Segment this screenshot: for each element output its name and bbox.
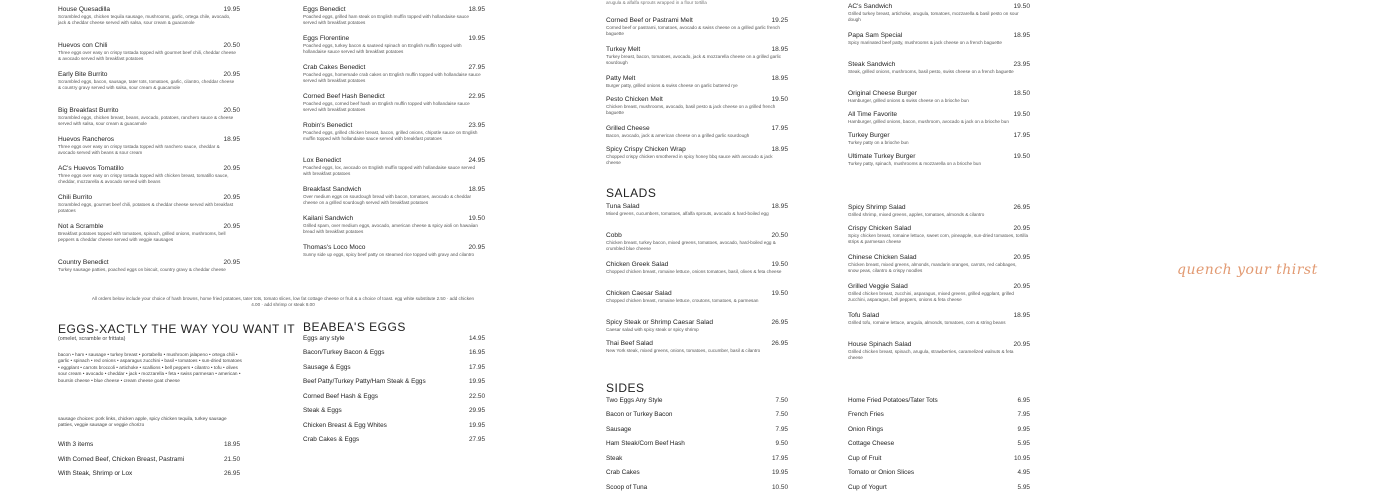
menu-item-name: AC's Sandwich xyxy=(848,3,893,10)
menu-item-corned-beef-hash-eggs xyxy=(303,393,485,401)
menu-item-home-fried-potatoes-tater-tots xyxy=(848,397,1030,405)
menu-item-name: Corned Beef or Pastrami Melt xyxy=(606,17,693,24)
menu-item-chili-burrito xyxy=(58,194,240,214)
menu-item-name: With Corned Beef, Chicken Breast, Pastrami xyxy=(58,456,185,463)
menu-item-name: French Fries xyxy=(848,411,884,418)
menu-item-price: 5.95 xyxy=(1017,484,1030,491)
menu-item-name: Chicken Greek Salad xyxy=(606,261,669,268)
menu-item-price: 20.95 xyxy=(1013,225,1030,232)
menu-item-eggs-benedict xyxy=(303,6,485,26)
menu-item-name: Sausage xyxy=(606,426,632,433)
menu-item-price: 20.95 xyxy=(223,223,240,230)
menu-item-bacon-or-turkey-bacon xyxy=(606,411,788,419)
menu-item-tofu-salad xyxy=(848,312,1030,326)
menu-item-huevos-rancheros xyxy=(58,136,240,156)
menu-item-eggs-florentine xyxy=(303,35,485,55)
menu-item-price: 20.50 xyxy=(223,42,240,49)
menu-item-french-fries xyxy=(848,411,1030,419)
menu-item-house-spinach-salad xyxy=(848,341,1030,361)
menu-item-patty-melt xyxy=(606,75,788,89)
menu-item-name: Corned Beef Hash & Eggs xyxy=(303,393,378,400)
menu-item-name: All Time Favorite xyxy=(848,111,898,118)
menu-item-price: 18.95 xyxy=(771,203,788,210)
menu-item-description: Turkey breast, bacon, tomatoes, avocado, jack & mozzarella cheese on a grilled garlic sourdough xyxy=(606,53,781,65)
menu-item-price: 20.50 xyxy=(223,107,240,114)
menu-item-price: 18.95 xyxy=(1013,312,1030,319)
menu-item-name: With 3 items xyxy=(58,441,94,448)
menu-item-name: Chicken Caesar Salad xyxy=(606,290,672,297)
menu-item-description: Poached eggs, turkey bacon & sauteed spinach on English muffin topped with hollandaise sauce served with breakfast potatoes xyxy=(303,42,462,54)
menu-item-price: 19.25 xyxy=(771,17,788,24)
menu-item-crispy-chicken-salad xyxy=(848,225,1030,245)
menu-item-steak-eggs xyxy=(303,407,485,415)
menu-item-breakfast-sandwich xyxy=(303,186,485,206)
menu-item-early-bite-burrito xyxy=(58,71,240,91)
menu-item-price: 7.50 xyxy=(775,397,788,404)
menu-item-price: 20.95 xyxy=(223,165,240,172)
menu-item-name: Grilled Veggie Salad xyxy=(848,283,908,290)
menu-item-description: Grilled spam, over medium eggs, avocado, american cheese & spicy aioli on hawaiian bread with breakfast potatoes xyxy=(303,222,478,234)
menu-item-name: Robin's Benedict xyxy=(303,122,353,129)
menu-item-price: 20.95 xyxy=(223,71,240,78)
menu-item-description: Scrambled eggs, chicken breast, beans, avocado, potatoes, ranchero sauce & cheese served with salsa, sour cream & guacamole xyxy=(58,114,234,126)
menu-item-name: Sausage & Eggs xyxy=(303,364,351,371)
menu-item-description: Chicken breast, turkey bacon, mixed greens, tomatoes, avocado, hard-boiled egg & crumbled blue cheese xyxy=(606,239,776,251)
menu-item-steak xyxy=(606,455,788,463)
menu-item-name: Crab Cakes & Eggs xyxy=(303,436,360,443)
menu-item-name: Bacon or Turkey Bacon xyxy=(606,411,673,418)
menu-item-sausage xyxy=(606,426,788,434)
menu-item-name: Steak Sandwich xyxy=(848,61,896,68)
menu-item-price: 19.95 xyxy=(469,422,485,429)
menu-item-description: Spicy marinated beef patty, mushrooms & jack cheese on a french baguette xyxy=(848,39,1002,45)
menu-item-chicken-greek-salad xyxy=(606,261,788,275)
sausage-choices: sausage choices: pork links, chicken apple, spicy chicken tequila, turkey sausage patties, veggie sausage or veggie chorizo xyxy=(58,416,227,428)
menu-item-price: 10.95 xyxy=(1014,455,1030,462)
menu-item-price: 17.95 xyxy=(772,455,788,462)
menu-item-price: 19.50 xyxy=(771,290,788,297)
menu-item-cup-of-yogurt xyxy=(848,484,1030,492)
menu-item-name: Papa Sam Special xyxy=(848,32,903,39)
menu-item-cup-of-fruit xyxy=(848,455,1030,463)
menu-item-description: Chicken breast, mixed greens, almonds, mandarin oranges, carrots, red cabbages, snow peas, cilantro & crispy noodles xyxy=(848,261,1017,273)
menu-item-price: 26.95 xyxy=(771,340,788,347)
menu-item-name: Kailani Sandwich xyxy=(303,215,354,222)
menu-item-lox-benedict xyxy=(303,157,485,177)
menu-item-ac-s-huevos-tomatillo xyxy=(58,165,240,185)
menu-item-price: 27.95 xyxy=(468,64,485,71)
menu-item-name: Steak xyxy=(606,455,623,462)
menu-item-price: 20.95 xyxy=(223,194,240,201)
menu-item-price: 18.95 xyxy=(771,75,788,82)
menu-item-price: 26.95 xyxy=(224,470,240,477)
menu-item-steak-sandwich xyxy=(848,61,1030,75)
menu-item-description: Poached eggs, grilled chicken breast, bacon, grilled onions, chipotle sauce on English muffin topped with hollandaise sauce served with breakfast potatoes xyxy=(303,129,478,141)
menu-item-description: Turkey patty on a brioche bun xyxy=(848,139,909,145)
eggs-xactly-items: bacon • ham • sausage • turkey breast • portabello • mushroom jalapeno • ortega chili • garlic • spinach • red onions • asparagus zucchini • basil • tomatoes • sun-dried tomatoes • eggplant • carrots broccoli • artichoke • scallions • bell peppers • cilantro • tofu • olives sour cream • avocado • cheddar • jack • mozzarella • feta • swiss parmesan • american • boursin cheese • blue cheese • cream cheese goat cheese xyxy=(58,352,242,383)
menu-item-description: Grilled turkey breast, artichoke, arugula, tomatoes, mozzarella & basil pesto on sour dough xyxy=(848,10,1019,22)
menu-item-price: 23.95 xyxy=(1013,61,1030,68)
menu-item-turkey-melt xyxy=(606,46,788,66)
menu-item-description: Grilled chicken breast, spinach, arugula, strawberries, caramelized walnuts & feta cheese xyxy=(848,348,1014,360)
menu-item-description: New York steak, mixed greens, onions, tomatoes, cucumber, basil & cilantro xyxy=(606,347,761,353)
menu-item-name: Country Benedict xyxy=(58,259,109,266)
sides-heading: SIDES xyxy=(606,381,645,395)
menu-item-price: 7.95 xyxy=(775,426,788,433)
menu-item-papa-sam-special xyxy=(848,32,1030,46)
menu-item-not-a-scramble xyxy=(58,223,240,243)
menu-item-ultimate-turkey-burger xyxy=(848,153,1030,167)
menu-item-description: Poached eggs, grilled ham steak on English muffin topped with hollandaise sauce served with breakfast potatoes xyxy=(303,13,469,25)
menu-item-name: Crab Cakes Benedict xyxy=(303,64,366,71)
menu-item-pesto-chicken-melt xyxy=(606,96,788,116)
menu-item-price: 27.95 xyxy=(469,436,485,443)
menu-item-thai-beef-salad xyxy=(606,340,788,354)
menu-item-description: Corned beef or pastrami, tomatoes, avocado & swiss cheese on a grilled garlic french baguette xyxy=(606,24,780,36)
menu-item-name: Breakfast Sandwich xyxy=(303,186,362,193)
menu-item-name: Crab Cakes xyxy=(606,469,640,476)
menu-item-chicken-caesar-salad xyxy=(606,290,788,304)
menu-item-name: Scoop of Tuna xyxy=(606,484,648,491)
menu-item-name: Onion Rings xyxy=(848,426,884,433)
menu-item-name: Pesto Chicken Melt xyxy=(606,96,663,103)
menu-item-price: 20.50 xyxy=(771,232,788,239)
menu-item-name: Thomas's Loco Moco xyxy=(303,244,366,251)
menu-item-name: Chili Burrito xyxy=(58,194,93,201)
menu-item-description: Turkey patty, spinach, mushrooms & mozzarella on a brioche bun xyxy=(848,160,982,166)
order-note: All orders below include your choice of hash browns, home fried potatoes, tater tots, tomato slices, low fat cottage cheese or fruit & a choice of toast. egg white substitute 2.50 · add chicken 4.00 · add shrimp or steak 8.00 xyxy=(91,296,475,307)
menu-item-name: Eggs Florentine xyxy=(303,35,350,42)
menu-item-description: Caesar salad with spicy steak or spicy shrimp xyxy=(606,326,699,332)
menu-item-price: 19.50 xyxy=(771,261,788,268)
menu-item-description: Over medium eggs on sourdough bread with bacon, tomatoes, avocado & cheddar cheese on a grilled sourdough served with breakfast potatoes xyxy=(303,193,472,205)
menu-item-description: Chopped chicken breast, romaine lettuce, croutons, tomatoes, & parmesan xyxy=(606,297,759,303)
menu-item-name: Tofu Salad xyxy=(848,312,880,319)
menu-item-name: Cup of Fruit xyxy=(848,455,882,462)
menu-item-description: Three eggs over easy on crispy tostada topped with chicken breast, tomatillo sauce, cheddar, mozzarella & avocado served with beans xyxy=(58,172,229,184)
beabeas-eggs-heading: BEABEA'S EGGS xyxy=(303,320,406,334)
menu-item-name: Cobb xyxy=(606,232,622,239)
menu-item-price: 22.95 xyxy=(468,93,485,100)
menu-item-house-quesadilla xyxy=(58,6,240,26)
eggs-xactly-title: EGGS-XACTLY THE WAY YOU WANT IT xyxy=(58,322,296,336)
menu-item-name: Bacon/Turkey Bacon & Eggs xyxy=(303,349,385,356)
menu-item-ham-steak-corn-beef-hash xyxy=(606,440,788,448)
menu-item-name: Chinese Chicken Salad xyxy=(848,254,917,261)
menu-item-name: Turkey Burger xyxy=(848,132,890,139)
menu-item-name: Two Eggs Any Style xyxy=(606,397,663,404)
menu-item-price: 23.95 xyxy=(468,122,485,129)
menu-item-description: Grilled tofu, romaine lettuce, arugula, almonds, tomatoes, corn & string beans xyxy=(848,319,1006,325)
menu-item-name: Steak & Eggs xyxy=(303,407,342,414)
menu-item-description: Breakfast potatoes topped with tomatoes, spinach, grilled onions, mushrooms, bell peppers & cheddar cheese served with veggie sausages xyxy=(58,230,226,242)
menu-item-price: 7.95 xyxy=(1017,411,1030,418)
menu-item-beef-patty-turkey-patty-ham-steak-eggs xyxy=(303,378,485,386)
menu-item-eggs-any-style xyxy=(303,335,485,343)
menu-item-price: 16.95 xyxy=(469,349,485,356)
menu-item-name: Beef Patty/Turkey Patty/Ham Steak & Eggs xyxy=(303,378,426,385)
menu-item-name: Lox Benedict xyxy=(303,157,342,164)
menu-item-tomato-or-onion-slices xyxy=(848,469,1030,477)
menu-item-name: Spicy Shrimp Salad xyxy=(848,204,906,211)
eggs-xactly-subtitle: (omelet, scramble or frittata) xyxy=(58,336,126,342)
menu-item-cobb xyxy=(606,232,788,252)
menu-item-price: 19.50 xyxy=(771,96,788,103)
menu-item-description: Poached eggs, homemade crab cakes on English muffin topped with hollandaise sauce served with breakfast potatoes xyxy=(303,71,481,83)
menu-item-name: Early Bite Burrito xyxy=(58,71,108,78)
menu-item-crab-cakes-eggs xyxy=(303,436,485,444)
menu-item-name: Tomato or Onion Slices xyxy=(848,469,915,476)
menu-item-with-3-items xyxy=(58,441,240,449)
menu-item-name: Huevos con Chili xyxy=(58,42,108,49)
menu-item-description: Steak, grilled onions, mushrooms, basil pesto, swiss cheese on a french baguette xyxy=(848,68,1014,74)
menu-item-price: 29.95 xyxy=(469,407,485,414)
menu-item-price: 10.50 xyxy=(772,484,788,491)
menu-item-price: 9.95 xyxy=(1017,426,1030,433)
menu-item-price: 4.95 xyxy=(1017,469,1030,476)
truncated-description: arugula & alfalfa sprouts wrapped in a flour tortilla xyxy=(606,0,707,5)
menu-item-scoop-of-tuna xyxy=(606,484,788,492)
menu-item-name: House Quesadilla xyxy=(58,6,111,13)
menu-item-turkey-burger xyxy=(848,132,1030,146)
menu-item-price: 14.95 xyxy=(469,335,485,342)
menu-item-corned-beef-or-pastrami-melt xyxy=(606,17,788,37)
menu-item-country-benedict xyxy=(58,259,240,273)
menu-item-ac-s-sandwich xyxy=(848,3,1030,23)
menu-item-price: 18.95 xyxy=(224,441,240,448)
menu-item-name: Corned Beef Hash Benedict xyxy=(303,93,385,100)
menu-item-price: 20.95 xyxy=(1013,341,1030,348)
menu-item-big-breakfast-burrito xyxy=(58,107,240,127)
menu-item-robin-s-benedict xyxy=(303,122,485,142)
menu-item-price: 18.95 xyxy=(223,136,240,143)
menu-item-price: 19.50 xyxy=(1013,153,1030,160)
menu-item-price: 20.95 xyxy=(223,259,240,266)
menu-item-description: Chicken breast, mushrooms, avocado, basil pesto & jack cheese on a grilled french baguette xyxy=(606,103,776,115)
menu-item-thomas-s-loco-moco xyxy=(303,244,485,258)
menu-item-price: 17.95 xyxy=(771,125,788,132)
menu-item-price: 20.95 xyxy=(468,244,485,251)
menu-item-name: Huevos Rancheros xyxy=(58,136,115,143)
menu-item-name: Ham Steak/Corn Beef Hash xyxy=(606,440,685,447)
menu-item-description: Chopped chicken breast, romaine lettuce, onions tomatoes, basil, olives & feta cheese xyxy=(606,268,782,274)
menu-item-description: Grilled shrimp, mixed greens, apples, tomatoes, almonds & cilantro xyxy=(848,211,985,217)
menu-item-description: Mixed greens, cucumbers, tomatoes, alfalfa sprouts, avocado & hard-boiled egg xyxy=(606,210,769,216)
menu-item-price: 9.50 xyxy=(775,440,788,447)
menu-item-description: Sunny side up eggs, spicy beef patty on steamed rice topped with gravy and cilantro xyxy=(303,251,475,257)
menu-item-price: 20.95 xyxy=(1013,254,1030,261)
menu-item-price: 19.95 xyxy=(469,378,485,385)
menu-item-description: Scrambled eggs, chicken tequila sausage, mushrooms, garlic, ortega chile, avocado, jack & cheddar cheese served with salsa, sour cream & guacamole xyxy=(58,13,231,25)
menu-item-with-steak-shrimp-or-lox xyxy=(58,470,240,478)
menu-item-huevos-con-chili xyxy=(58,42,240,62)
menu-item-price: 18.95 xyxy=(1013,32,1030,39)
menu-item-name: Tuna Salad xyxy=(606,203,640,210)
menu-item-price: 6.95 xyxy=(1017,397,1030,404)
menu-item-name: Turkey Melt xyxy=(606,46,641,53)
quench-your-thirst-tagline: quench your thirst xyxy=(1177,262,1318,278)
menu-item-name: Ultimate Turkey Burger xyxy=(848,153,916,160)
menu-item-all-time-favorite xyxy=(848,111,1030,125)
menu-item-chicken-breast-egg-whites xyxy=(303,422,485,430)
menu-item-chinese-chicken-salad xyxy=(848,254,1030,274)
menu-item-name: Grilled Cheese xyxy=(606,125,650,132)
menu-item-name: Spicy Steak or Shrimp Caesar Salad xyxy=(606,319,714,326)
menu-item-grilled-veggie-salad xyxy=(848,283,1030,303)
menu-item-with-corned-beef-chicken-breast-pastrami xyxy=(58,456,240,464)
menu-item-name: Eggs any style xyxy=(303,335,345,342)
menu-item-price: 18.95 xyxy=(468,186,485,193)
menu-item-crab-cakes xyxy=(606,469,788,477)
menu-item-description: Spicy chicken breast, romaine lettuce, sweet corn, pineapple, sun-dried tomatoes, tortilla strips & parmesan cheese xyxy=(848,232,1029,244)
menu-item-bacon-turkey-bacon-eggs xyxy=(303,349,485,357)
menu-item-name: Chicken Breast & Egg Whites xyxy=(303,422,387,429)
salads-heading: SALADS xyxy=(606,186,657,200)
menu-item-name: Crispy Chicken Salad xyxy=(848,225,912,232)
menu-item-description: Bacon, avocado, jack & american cheese on a grilled garlic sourdough xyxy=(606,132,750,138)
menu-item-cottage-cheese xyxy=(848,440,1030,448)
menu-item-spicy-crispy-chicken-wrap xyxy=(606,146,788,166)
menu-item-price: 18.95 xyxy=(771,146,788,153)
menu-item-price: 19.50 xyxy=(468,215,485,222)
menu-item-description: Scrambled eggs, gourmet beef chili, potatoes & cheddar cheese served with breakfast potatoes xyxy=(58,201,234,213)
menu-item-price: 22.50 xyxy=(469,393,485,400)
menu-item-description: Grilled chicken breast, zucchini, asparagus, mixed greens, grilled eggplant, grilled zucchini, asparagus, bell peppers, onions & feta cheese xyxy=(848,290,1014,302)
menu-item-spicy-steak-or-shrimp-caesar-salad xyxy=(606,319,788,333)
menu-item-crab-cakes-benedict xyxy=(303,64,485,84)
menu-item-price: 17.95 xyxy=(1013,132,1030,139)
menu-item-two-eggs-any-style xyxy=(606,397,788,405)
menu-item-name: Original Cheese Burger xyxy=(848,90,917,97)
menu-item-description: Three eggs over easy on crispy tostada topped with ranchero sauce, cheddar & avocado served with beans & sour cream xyxy=(58,143,220,155)
menu-item-grilled-cheese xyxy=(606,125,788,139)
menu-item-price: 19.50 xyxy=(1013,111,1030,118)
menu-item-name: Patty Melt xyxy=(606,75,636,82)
menu-item-price: 26.95 xyxy=(771,319,788,326)
menu-item-price: 21.50 xyxy=(224,456,240,463)
menu-item-name: With Steak, Shrimp or Lox xyxy=(58,470,133,477)
menu-item-price: 5.95 xyxy=(1017,440,1030,447)
menu-item-price: 7.50 xyxy=(775,411,788,418)
menu-item-description: Poached eggs, corned beef hash on English muffin topped with hollandaise sauce served with breakfast potatoes xyxy=(303,100,470,112)
menu-item-price: 20.95 xyxy=(1013,283,1030,290)
menu-item-price: 19.95 xyxy=(223,6,240,13)
menu-item-price: 19.50 xyxy=(1013,3,1030,10)
menu-item-name: House Spinach Salad xyxy=(848,341,912,348)
menu-item-description: Chopped crispy chicken smothered in spicy honey bbq sauce with avocado & jack cheese xyxy=(606,153,773,165)
menu-item-name: Eggs Benedict xyxy=(303,6,346,13)
menu-item-kailani-sandwich xyxy=(303,215,485,235)
menu-item-price: 18.50 xyxy=(1013,90,1030,97)
menu-item-price: 19.95 xyxy=(772,469,788,476)
menu-item-description: Poached eggs, lox, avocado on English muffin topped with hollandaise sauce served with breakfast potatoes xyxy=(303,164,476,176)
menu-item-name: AC's Huevos Tomatillo xyxy=(58,165,124,172)
menu-item-original-cheese-burger xyxy=(848,90,1030,104)
menu-item-price: 19.95 xyxy=(468,35,485,42)
menu-item-corned-beef-hash-benedict xyxy=(303,93,485,113)
menu-item-name: Cottage Cheese xyxy=(848,440,895,447)
menu-item-spicy-shrimp-salad xyxy=(848,204,1030,218)
menu-item-price: 26.95 xyxy=(1013,204,1030,211)
menu-item-description: Turkey sausage patties, poached eggs on biscuit, country gravy & cheddar cheese xyxy=(58,266,226,272)
menu-item-name: Thai Beef Salad xyxy=(606,340,653,347)
menu-item-sausage-eggs xyxy=(303,364,485,372)
menu-item-name: Cup of Yogurt xyxy=(848,484,887,491)
menu-item-name: Not a Scramble xyxy=(58,223,104,230)
menu-item-description: Hamburger, grilled onions, bacon, mushroom, avocado & jack on a brioche bun xyxy=(848,118,1009,124)
menu-item-name: Spicy Crispy Chicken Wrap xyxy=(606,146,686,153)
menu-item-description: Scrambled eggs, bacon, sausage, tater tots, tomatoes, garlic, cilantro, cheddar cheese & country gravy served with salsa, sour cream & guacamole xyxy=(58,78,235,90)
menu-item-name: Big Breakfast Burrito xyxy=(58,107,119,114)
menu-item-description: Hamburger, grilled onions & swiss cheese on a brioche bun xyxy=(848,97,969,103)
menu-item-name: Home Fried Potatoes/Tater Tots xyxy=(848,397,938,404)
menu-item-description: Burger patty, grilled onions & swiss cheese on garlic buttered rye xyxy=(606,82,738,88)
menu-item-price: 18.95 xyxy=(468,6,485,13)
menu-item-price: 24.95 xyxy=(468,157,485,164)
menu-item-onion-rings xyxy=(848,426,1030,434)
menu-item-price: 18.95 xyxy=(771,46,788,53)
menu-item-tuna-salad xyxy=(606,203,788,217)
menu-item-price: 17.95 xyxy=(469,364,485,371)
menu-item-description: Three eggs over easy on crispy tostada topped with gourmet beef chili, cheddar cheese & avocado served with breakfast potatoes xyxy=(58,49,236,61)
